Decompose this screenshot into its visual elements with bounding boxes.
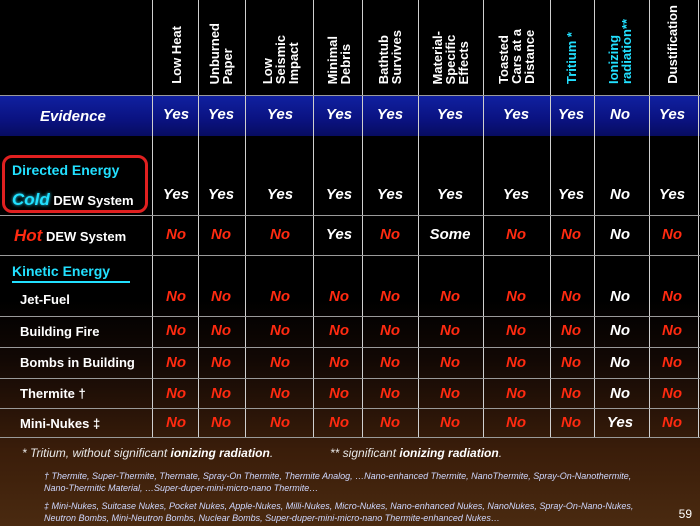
cell-ionizing: No — [610, 186, 630, 203]
column-header-label: Bathtub Survives — [376, 29, 404, 84]
cell-ionizing: No — [610, 385, 630, 402]
cell-ionizing: Yes — [606, 414, 634, 431]
nukes-footnote: ‡ Mini-Nukes, Suitcase Nukes, Pocket Nukes, Apple-Nukes, Milli-Nukes, Micro-Nukes, Nano-enhanced Nukes, NanoNukes, Spray-On-Nano-Nukes, Neutron Bombs, Mini-Neutron Bombs, Nuclear Bombs, Super-duper-mini-micro-nano Thermite-enhanced Nukes… — [44, 501, 634, 523]
cell-bathtub: Yes — [376, 106, 404, 123]
cell-tritium: No — [561, 354, 581, 371]
column-header-label: Minimal Debris — [325, 35, 353, 84]
cell-tritium: No — [561, 414, 581, 431]
cell-minimal-debris: No — [329, 322, 349, 339]
ionizing-note-c: . — [498, 446, 503, 460]
column-header-label: Ionizing radiation** — [606, 18, 634, 84]
cell-dustification: Yes — [658, 106, 686, 123]
cell-toasted-cars: No — [506, 414, 526, 431]
column-header-label: Low Heat — [168, 26, 184, 84]
cell-toasted-cars: No — [506, 385, 526, 402]
column-divider — [418, 0, 419, 437]
column-divider — [152, 0, 153, 437]
column-header-label: Tritium * — [563, 31, 579, 84]
hot-accent: Hot — [14, 226, 43, 245]
column-header-dustification — [650, 0, 694, 84]
column-divider — [362, 0, 363, 437]
row-label-hot-dew — [14, 226, 126, 246]
cell-minimal-debris: No — [329, 354, 349, 371]
cold-accent: Cold — [12, 190, 50, 209]
row-divider — [0, 378, 700, 379]
column-header-label: Low Seismic Impact — [259, 34, 301, 84]
cell-toasted-cars: Yes — [502, 106, 530, 123]
cell-unburned-paper: No — [211, 385, 231, 402]
cell-minimal-debris: No — [329, 414, 349, 431]
page-number: 59 — [678, 507, 692, 521]
column-header-low-heat — [154, 0, 198, 84]
cell-dustification: Yes — [658, 186, 686, 203]
column-header-material-specific — [428, 0, 472, 84]
hot-dew-text: DEW System — [45, 229, 127, 244]
row-label-thermite: Thermite † — [20, 386, 86, 401]
column-header-toasted-cars — [494, 0, 538, 84]
section-directed-energy: Directed Energy — [12, 162, 120, 178]
cell-low-heat: Yes — [162, 106, 190, 123]
cell-bathtub: No — [380, 354, 400, 371]
column-header-bathtub — [368, 0, 412, 84]
cell-bathtub: No — [380, 322, 400, 339]
column-header-low-seismic — [258, 0, 302, 84]
cell-bathtub: No — [380, 414, 400, 431]
row-divider — [0, 347, 700, 348]
row-divider — [0, 437, 700, 438]
cell-toasted-cars: No — [506, 288, 526, 305]
cell-dustification: No — [662, 414, 682, 431]
tritium-note — [22, 446, 273, 460]
cell-unburned-paper: No — [211, 226, 231, 243]
cell-low-seismic: No — [270, 354, 290, 371]
row-label-bombs-in-building: Bombs in Building — [20, 355, 135, 370]
row-divider — [0, 95, 700, 96]
column-header-unburned-paper — [199, 0, 243, 84]
column-divider — [483, 0, 484, 437]
cell-ionizing: No — [610, 354, 630, 371]
column-header-label: Unburned Paper — [207, 22, 235, 84]
cell-material-specific: Some — [429, 226, 471, 243]
cell-toasted-cars: No — [506, 354, 526, 371]
column-header-label: Toasted Cars at a Distance — [495, 29, 537, 84]
cell-tritium: No — [561, 288, 581, 305]
cell-minimal-debris: No — [329, 385, 349, 402]
cell-dustification: No — [662, 226, 682, 243]
cell-low-seismic: No — [270, 226, 290, 243]
cell-minimal-debris: Yes — [325, 226, 353, 243]
cell-low-heat: No — [166, 226, 186, 243]
cell-low-heat: No — [166, 288, 186, 305]
column-header-tritium — [549, 0, 593, 84]
tritium-note-a: * Tritium, without significant — [22, 446, 171, 460]
cell-tritium: No — [561, 226, 581, 243]
column-header-ionizing — [598, 0, 642, 84]
cell-unburned-paper: Yes — [207, 106, 235, 123]
cell-low-seismic: No — [270, 322, 290, 339]
cell-dustification: No — [662, 354, 682, 371]
cell-minimal-debris: Yes — [325, 106, 353, 123]
cell-material-specific: Yes — [436, 106, 464, 123]
cell-material-specific: No — [440, 288, 460, 305]
cell-bathtub: No — [380, 226, 400, 243]
cell-toasted-cars: No — [506, 322, 526, 339]
cell-material-specific: Yes — [436, 186, 464, 203]
thermite-footnote: † Thermite, Super-Thermite, Thermate, Spray-On Thermite, Thermite Analog, …Nano-enhanced Thermite, NanoThermite, Spray-On-Nanothermite, Nano-Thermitic Material, …Super-duper-mini-micro-nano Thermite… — [44, 471, 632, 493]
cell-tritium: Yes — [557, 186, 585, 203]
cell-material-specific: No — [440, 354, 460, 371]
cell-tritium: No — [561, 322, 581, 339]
cell-ionizing: No — [610, 106, 630, 123]
row-divider — [0, 316, 700, 317]
column-divider — [698, 0, 699, 437]
column-divider — [245, 0, 246, 437]
cell-low-seismic: No — [270, 414, 290, 431]
cell-low-heat: Yes — [162, 186, 190, 203]
cell-low-seismic: Yes — [266, 106, 294, 123]
cell-dustification: No — [662, 385, 682, 402]
cell-unburned-paper: No — [211, 354, 231, 371]
column-divider — [313, 0, 314, 437]
cell-ionizing: No — [610, 226, 630, 243]
cell-toasted-cars: No — [506, 226, 526, 243]
cell-low-heat: No — [166, 354, 186, 371]
cold-dew-text: DEW System — [53, 193, 134, 208]
column-divider — [594, 0, 595, 437]
column-header-minimal-debris — [317, 0, 361, 84]
cell-low-seismic: Yes — [266, 186, 294, 203]
cell-low-seismic: No — [270, 288, 290, 305]
ionizing-note — [330, 446, 502, 460]
row-divider — [0, 255, 700, 256]
cell-minimal-debris: No — [329, 288, 349, 305]
cell-low-heat: No — [166, 385, 186, 402]
row-label-building-fire: Building Fire — [20, 324, 100, 339]
ionizing-note-b: ionizing radiation — [399, 446, 499, 460]
cell-tritium: No — [561, 385, 581, 402]
cell-bathtub: No — [380, 288, 400, 305]
ionizing-note-a: ** significant — [330, 446, 400, 460]
evidence-label: Evidence — [40, 108, 106, 125]
cell-unburned-paper: No — [211, 322, 231, 339]
cell-unburned-paper: No — [211, 288, 231, 305]
tritium-note-c: . — [269, 446, 274, 460]
tritium-note-b: ionizing radiation — [170, 446, 270, 460]
cell-ionizing: No — [610, 322, 630, 339]
cell-bathtub: Yes — [376, 186, 404, 203]
cell-toasted-cars: Yes — [502, 186, 530, 203]
cell-tritium: Yes — [557, 106, 585, 123]
section-kinetic-energy: Kinetic Energy — [12, 263, 111, 279]
column-header-label: Dustification — [664, 5, 680, 84]
column-header-label: Material- Specific Effects — [429, 30, 471, 84]
cell-material-specific: No — [440, 414, 460, 431]
cell-bathtub: No — [380, 385, 400, 402]
cell-minimal-debris: Yes — [325, 186, 353, 203]
cell-low-seismic: No — [270, 385, 290, 402]
cell-low-heat: No — [166, 322, 186, 339]
cell-unburned-paper: No — [211, 414, 231, 431]
row-divider — [0, 408, 700, 409]
row-label-jet-fuel: Jet-Fuel — [20, 292, 70, 307]
row-label-cold-dew — [12, 190, 134, 210]
cell-low-heat: No — [166, 414, 186, 431]
cell-ionizing: No — [610, 288, 630, 305]
cell-unburned-paper: Yes — [207, 186, 235, 203]
cell-dustification: No — [662, 322, 682, 339]
cell-material-specific: No — [440, 322, 460, 339]
row-label-mini-nukes: Mini-Nukes ‡ — [20, 416, 101, 431]
cell-dustification: No — [662, 288, 682, 305]
cell-material-specific: No — [440, 385, 460, 402]
row-divider — [0, 215, 700, 216]
kinetic-underline — [12, 281, 130, 283]
